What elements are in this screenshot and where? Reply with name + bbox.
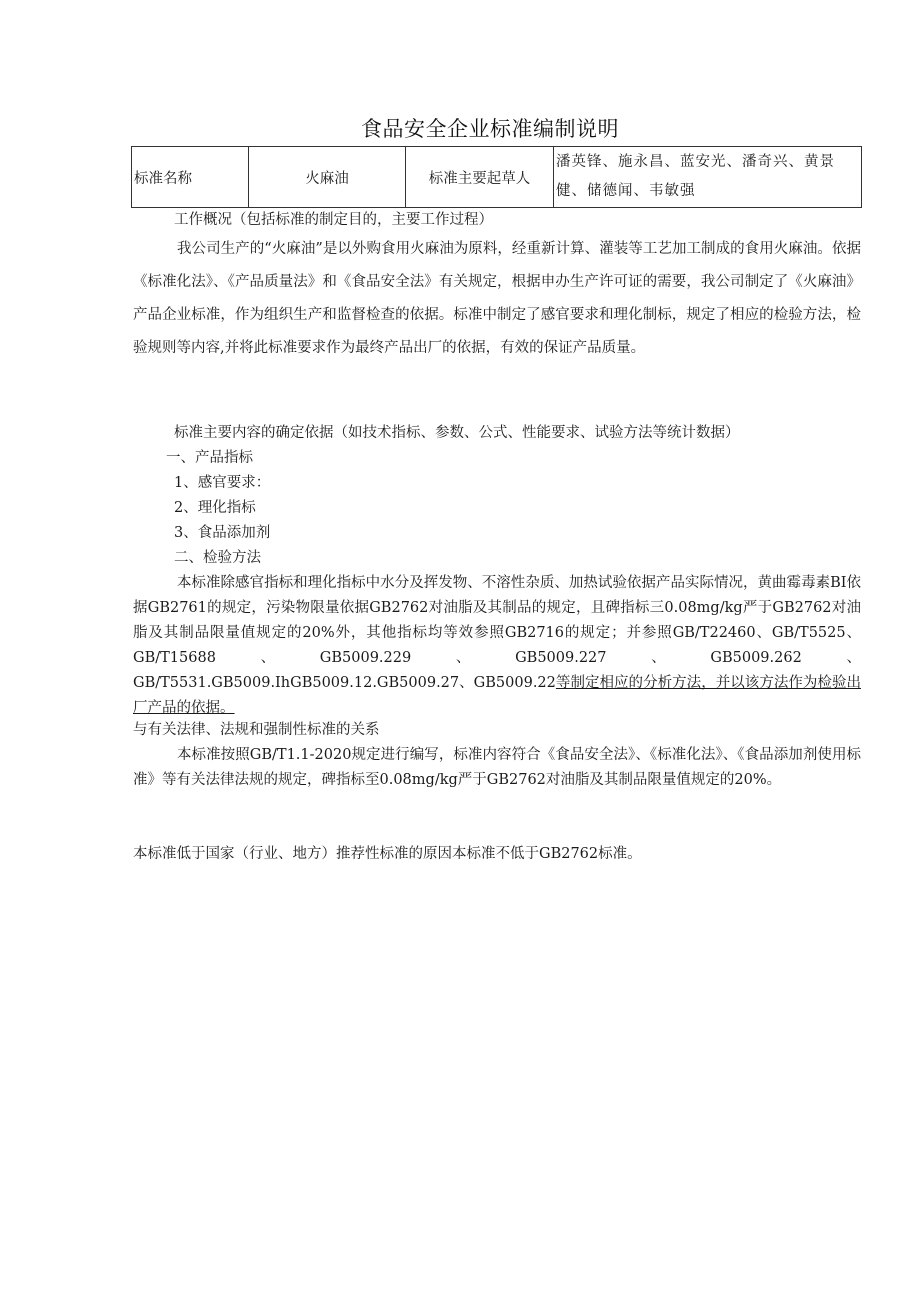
standard-info-table	[131, 146, 862, 208]
list-item: 3、食品添加剂	[174, 525, 271, 541]
overview-body: 我公司生产的“火麻油”是以外购食用火麻油为原料，经重新计算、灌装等工艺加工制成的食用火麻油。依据《标准化法》、《产品质量法》和《食品安全法》有关规定，根据申办生产许可证的需要，我公司制定了《火麻油》产品企业标准，作为组织生产和监督检查的依据。标准中制定了感官要求和理化制标，规定了相应的检验方法，检验规则等内容,并将此标准要求作为最终产品出厂的依据，有效的保证产品质量。	[133, 241, 861, 356]
list-item: 2、理化指标	[174, 500, 256, 516]
table-row	[132, 147, 862, 208]
product-index-heading: 一、产品指标	[166, 450, 253, 466]
standard-name-label: 标准名称	[132, 147, 249, 208]
national-text: 本标准低于国家（行业、地方）推荐性标准的原因本标准不低于GB2762标准。	[133, 846, 642, 862]
page-title: 食品安全企业标准编制说明	[361, 117, 619, 141]
basis-heading: 标准主要内容的确定依据（如技术指标、参数、公式、性能要求、试验方法等统计数据）	[174, 425, 740, 441]
test-method-body	[133, 571, 861, 721]
overview-heading: 工作概况（包括标准的制定目的，主要工作过程）	[174, 212, 493, 228]
national-section	[133, 842, 861, 867]
test-method-underlined: 等制定相应的分析方法，并以该方法作为检验出厂产品的依据。	[133, 675, 861, 716]
standard-name-value: 火麻油	[249, 147, 406, 208]
law-heading: 与有关法律、法规和强制性标准的关系	[133, 722, 380, 738]
drafter-label: 标准主要起草人	[406, 147, 554, 208]
law-body: 本标准按照GB/T1.1-2020规定进行编写，标准内容符合《食品安全法》、《标准化法》、《食品添加剂使用标准》等有关法律法规的规定，碑指标至0.08mg/kg严于GB2762对油脂及其制品限量值规定的20%。	[133, 747, 861, 788]
drafter-value: 潘英锋、施永昌、蓝安光、潘奇兴、黄景健、储德闻、韦敏强	[554, 147, 862, 208]
test-method-heading: 二、检验方法	[174, 550, 261, 566]
basis-section	[133, 421, 861, 721]
law-section	[133, 718, 861, 793]
test-method-text: 本标准除感官指标和理化指标中水分及挥发物、不溶性杂质、加热试验依据产品实际情况，黄曲霉毒素BI依据GB2761的规定，污染物限量依据GB2762对油脂及其制品的规定，且碑指标三0.08mg/kg严于GB2762对油脂及其制品限量值规定的20%外，其他指标均等效参照GB2716的规定；并参照GB/T22460、GB/T5525、GB/T15688、GB5009.229、GB5009.227、GB5009.262、GB/T5531.GB5009.IhGB5009.12.GB5009.27、GB5009.22	[133, 575, 861, 691]
list-item: 1、感官要求：	[174, 475, 271, 491]
overview-section	[133, 208, 861, 365]
